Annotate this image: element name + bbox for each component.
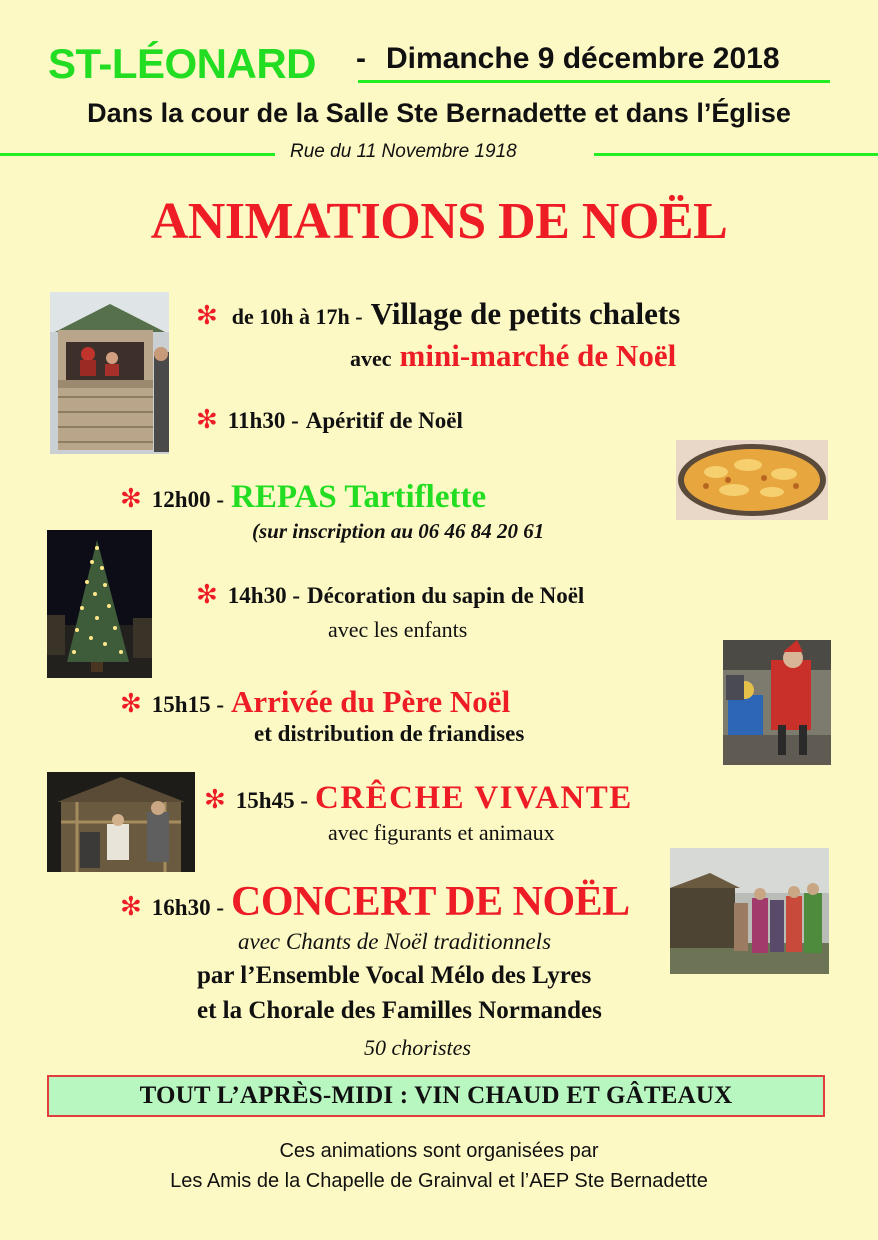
event-pere-noel [120,684,510,720]
event-name: Village de petits chalets [370,296,681,331]
date-separator: - [356,42,366,75]
event-creche [204,780,633,817]
page-title: ANIMATIONS DE NOËL [150,193,728,250]
footer-organizers-intro: Ces animations sont organisées par [279,1140,599,1162]
town-name: ST-LÉONARD [48,40,316,87]
event-name: Arrivée du Père Noël [231,684,511,719]
event-time: 15h45 - [235,788,308,813]
tartiflette-photo [676,440,828,520]
event-concert-detail: avec Chants de Noël traditionnels [238,929,552,954]
event-sapin-detail: avec les enfants [328,617,468,642]
event-name: Décoration du sapin de Noël [307,583,585,608]
event-concert [120,878,630,926]
location-line: Dans la cour de la Salle Ste Bernadette et dans l’Église [87,98,791,128]
street-address: Rue du 11 Novembre 1918 [290,141,517,162]
event-detail-highlight: mini-marché de Noël [399,338,677,373]
event-name: CRÊCHE VIVANTE [315,780,633,816]
footer-organizers: Les Amis de la Chapelle de Grainval et l’AEP Ste Bernadette [170,1170,708,1192]
street-left-rule [0,153,275,156]
christmas-tree-photo [47,530,152,678]
nativity-stable-photo [47,772,195,872]
event-pere-noel-detail: et distribution de friandises [254,721,525,746]
event-time: de 10h à 17h - [231,304,363,329]
asterisk-icon: ✻ [196,405,218,435]
santa-photo [723,640,831,765]
event-concert-choristes: 50 choristes [364,1035,471,1060]
event-detail-prefix: avec [350,346,392,371]
event-time: 14h30 - [227,583,300,608]
event-time: 11h30 - [227,408,299,433]
asterisk-icon: ✻ [196,301,218,331]
event-repas [120,479,486,516]
event-concert-chorale: et la Chorale des Familles Normandes [197,997,602,1024]
event-creche-detail: avec figurants et animaux [328,820,555,845]
event-time: 15h15 - [151,692,224,717]
asterisk-icon: ✻ [120,892,142,922]
event-village-detail [350,338,676,374]
event-time: 16h30 - [151,895,224,920]
event-sapin [196,580,584,610]
afternoon-banner: TOUT L’APRÈS-MIDI : VIN CHAUD ET GÂTEAUX [47,1075,825,1117]
event-concert-ensemble: par l’Ensemble Vocal Mélo des Lyres [197,962,592,989]
event-village [196,296,680,332]
asterisk-icon: ✻ [204,785,226,815]
event-aperitif [196,405,463,435]
asterisk-icon: ✻ [120,484,142,514]
street-right-rule [594,153,878,156]
chalet-photo [50,292,169,454]
event-name: Apéritif de Noël [305,408,463,433]
event-time: 12h00 - [151,487,224,512]
asterisk-icon: ✻ [196,580,218,610]
date-underline [358,80,830,83]
asterisk-icon: ✻ [120,689,142,719]
event-repas-detail: (sur inscription au 06 46 84 20 61 [252,519,545,543]
event-name: REPAS Tartiflette [231,479,487,515]
event-name: CONCERT DE NOËL [231,879,630,925]
event-date: Dimanche 9 décembre 2018 [386,42,780,75]
live-nativity-photo [670,848,829,974]
